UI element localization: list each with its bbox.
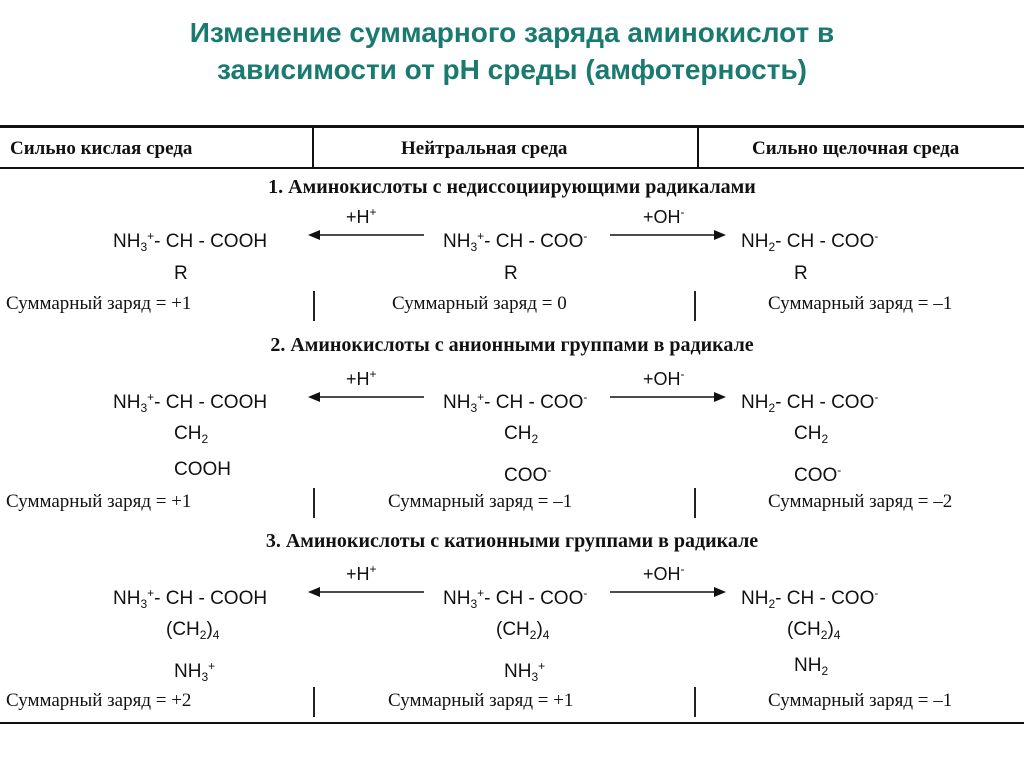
section-heading-3: 3. Аминокислоты с катионными группами в радикале: [265, 530, 759, 552]
formula-1-alkaline: $NH_2-$ CH - COO-: [741, 229, 879, 254]
column-header-alkaline: Сильно щелочная среда: [752, 138, 960, 159]
arrow-label-h-plus: +H+: [346, 562, 377, 584]
charge-3-neutral: Суммарный заряд = +1: [388, 690, 574, 711]
header-divider-right: [697, 126, 699, 168]
formula-3-acid: $NH_3^+-$ CH - COOH: [113, 586, 268, 611]
slide-title-line-1: Изменение суммарного заряда аминокислот в: [189, 17, 835, 48]
formula-3-alkaline-line-2: $(CH_2)_4$: [787, 619, 841, 642]
separator-3-left: [313, 687, 315, 717]
formula-3-neutral-line-2: $(CH_2)_4$: [496, 619, 550, 642]
column-header-neutral: Нейтральная среда: [401, 138, 568, 159]
formula-2-alkaline: $NH_2-$ CH - COO-: [741, 390, 879, 415]
formula-3-alkaline: $NH_2-$ CH - COO-: [741, 586, 879, 611]
formula-3-acid-line-3: $NH_3^+$: [174, 659, 216, 684]
charge-2-neutral: Суммарный заряд = –1: [388, 491, 573, 512]
table-top-border: [0, 125, 1024, 128]
formula-1-acid: $NH_3^+-$ CH - COOH: [113, 229, 268, 254]
formula-2-acid: $NH_3^+-$ CH - COOH: [113, 390, 268, 415]
charge-1-neutral: Суммарный заряд = 0: [392, 293, 567, 314]
formula-3-alkaline-line-3: $NH_2$: [794, 655, 829, 678]
arrow-label-h-plus: +H+: [346, 205, 377, 227]
formula-1-neutral-line-2: R: [504, 263, 518, 284]
section-heading-1: 1. Аминокислоты с недиссоциирующими радикалами: [268, 176, 756, 198]
table-bottom-border: [0, 722, 1024, 724]
arrow-right-icon: [610, 585, 726, 599]
formula-3-neutral: $NH_3^+-$ CH - COO-: [443, 586, 588, 611]
formula-1-alkaline-line-2: R: [794, 263, 808, 284]
charge-2-alkaline: Суммарный заряд = –2: [768, 491, 953, 512]
separator-2-right: [694, 488, 696, 518]
arrow-label-h-plus: +H+: [346, 367, 377, 389]
separator-3-right: [694, 687, 696, 717]
arrow-left-icon: [308, 228, 424, 242]
charge-3-acid: Суммарный заряд = +2: [6, 690, 192, 711]
separator-1-right: [694, 291, 696, 321]
formula-2-acid-line-2: $CH_2$: [174, 423, 209, 446]
section-heading-2: 2. Аминокислоты с анионными группами в радикале: [270, 334, 754, 356]
formula-3-neutral-line-3: $NH_3^+$: [504, 659, 546, 684]
charge-1-acid: Суммарный заряд = +1: [6, 293, 192, 314]
arrow-right-icon: [610, 228, 726, 242]
formula-3-acid-line-2: $(CH_2)_4$: [166, 619, 220, 642]
formula-2-alkaline-line-3: COO-: [794, 463, 842, 486]
formula-1-neutral: $NH_3^+-$ CH - COO-: [443, 229, 588, 254]
formula-1-acid-line-2: R: [174, 263, 188, 284]
charge-1-alkaline: Суммарный заряд = –1: [768, 293, 953, 314]
header-bottom-border: [0, 167, 1024, 169]
arrow-label-oh-minus: +OH-: [643, 367, 685, 389]
arrow-left-icon: [308, 585, 424, 599]
header-divider-left: [312, 126, 314, 168]
charge-3-alkaline: Суммарный заряд = –1: [768, 690, 953, 711]
separator-1-left: [313, 291, 315, 321]
formula-2-neutral: $NH_3^+-$ CH - COO-: [443, 390, 588, 415]
slide-title-line-2: зависимости от pH среды (амфотерность): [216, 54, 808, 85]
arrow-label-oh-minus: +OH-: [643, 562, 685, 584]
formula-2-acid-line-3: COOH: [174, 459, 231, 480]
formula-2-neutral-line-3: COO-: [504, 463, 552, 486]
arrow-left-icon: [308, 390, 424, 404]
arrow-right-icon: [610, 390, 726, 404]
column-header-acid: Сильно кислая среда: [10, 138, 193, 159]
slide-title: [0, 14, 1024, 88]
separator-2-left: [313, 488, 315, 518]
formula-2-alkaline-line-2: $CH_2$: [794, 423, 829, 446]
formula-2-neutral-line-2: $CH_2$: [504, 423, 539, 446]
arrow-label-oh-minus: +OH-: [643, 205, 685, 227]
charge-2-acid: Суммарный заряд = +1: [6, 491, 192, 512]
